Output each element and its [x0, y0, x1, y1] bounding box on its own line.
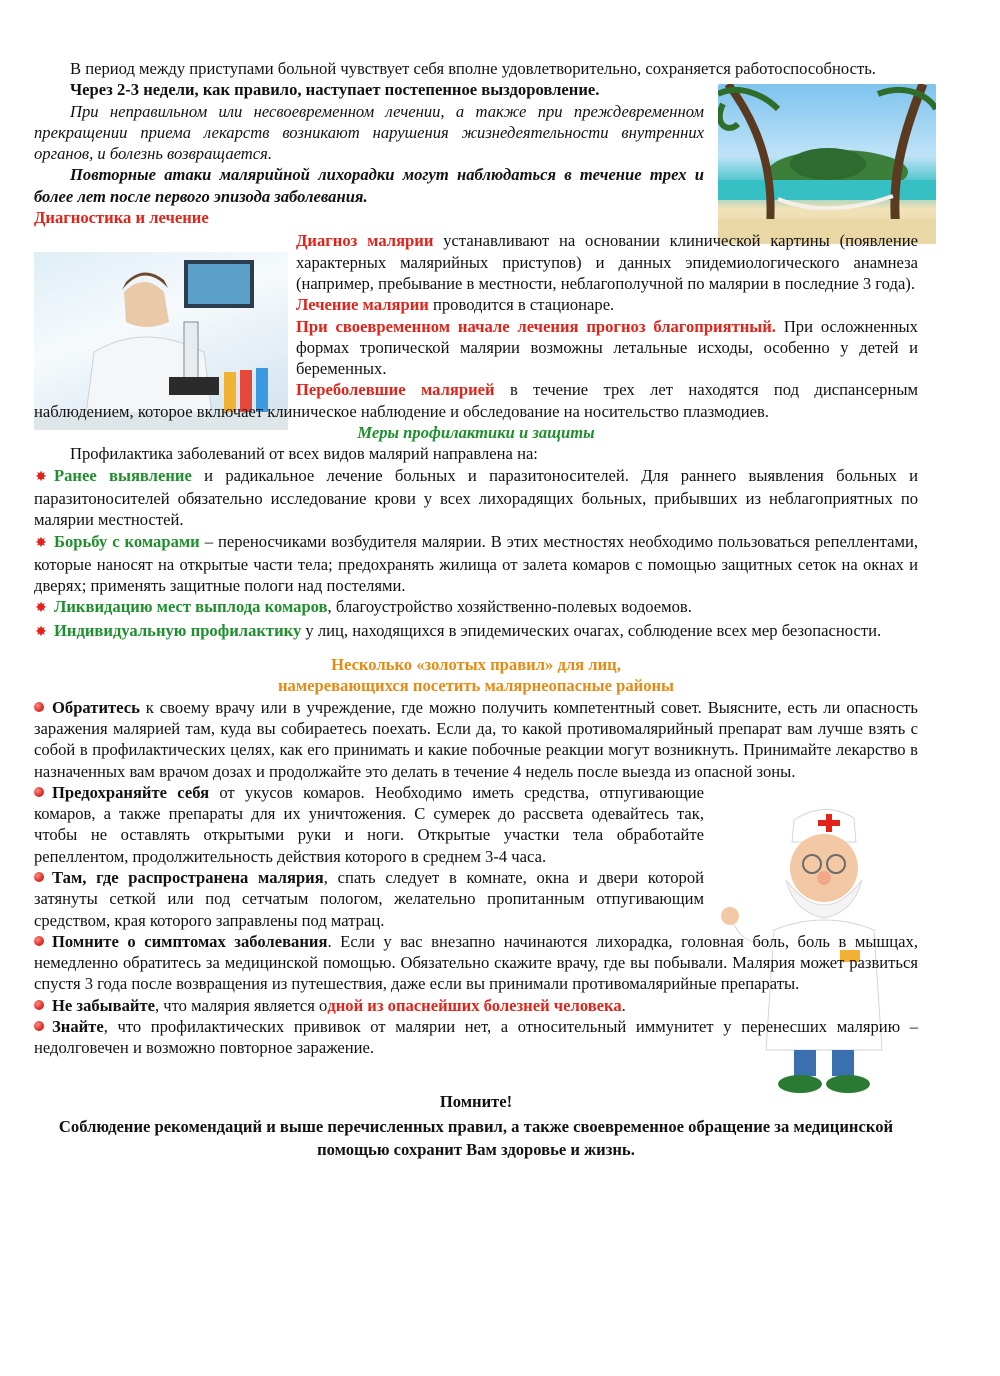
- red-dot-icon: [34, 787, 44, 797]
- rule-item-term: Знайте: [52, 1017, 104, 1037]
- diagnostics-block: [296, 230, 918, 379]
- prevention-heading: Меры профилактики и защиты: [357, 423, 595, 443]
- intro-paragraph-2: Через 2-3 недели, как правило, наступает постепенное выздоровление.: [70, 80, 600, 100]
- rule-item-6: [34, 1016, 918, 1059]
- red-dot-icon: [34, 1021, 44, 1031]
- recovered-text: в течение трех лет находятся под диспансерным наблюдением, которое включает клиническое наблюдение и обследование на носительство плазмодиев.: [34, 380, 918, 421]
- rule-item-4: [34, 931, 918, 995]
- rules-heading-line-1: Несколько «золотых правил» для лиц,: [331, 655, 621, 675]
- treatment-text: проводится в стационаре.: [428, 295, 615, 315]
- prevention-item-term: Ранее выявление: [54, 465, 192, 485]
- rule-item-text: . Если у вас внезапно начинаются лихорадка, головная боль, боль в мышцах, немедленно обратитесь за медицинской помощью. Обязательно скажите врачу, где вы побывали. Малярия может развиться спустя 3 года после возвращения из путешествия, даже если вы принимали противомалярийные препараты.: [34, 931, 918, 994]
- rule-item-text: , спать следует в комнате, окна и двери которой затянуты сеткой или под сетчатым пологом, желательно пропитанным отпугивающим средством, края которого заправлены под матрац.: [34, 867, 704, 930]
- prognosis-term: При своевременном начале лечения прогноз благоприятный.: [296, 316, 776, 336]
- rule-item-term: Не забывайте: [52, 995, 155, 1015]
- sparkle-icon: ✸: [35, 535, 47, 551]
- rule-item-term: Обратитесь: [52, 697, 140, 717]
- prevention-lead: Профилактика заболеваний от всех видов малярий направлена на:: [70, 444, 538, 464]
- document-page: [34, 58, 918, 1161]
- prevention-item-2: [34, 531, 918, 597]
- prevention-item-3: [34, 596, 918, 619]
- prevention-item-1: [34, 465, 918, 531]
- prevention-list: [34, 465, 918, 643]
- footer-block: [34, 1091, 918, 1161]
- sparkle-icon: ✸: [35, 624, 47, 640]
- intro-paragraph-4: Повторные атаки малярийной лихорадки могут наблюдаться в течение трех и более лет после первого эпизода заболевания.: [34, 165, 704, 206]
- rule-item-term: Там, где распространена малярия: [52, 867, 324, 887]
- intro-paragraph-3: При неправильном или несвоевременном лечении, а также при преждевременном прекращении приема лекарств возникают нарушения жизнедеятельности внутренних органов, и болезнь возвращается.: [34, 101, 704, 164]
- recovered-paragraph: [34, 379, 918, 422]
- red-dot-icon: [34, 702, 44, 712]
- rule-item-text: от укусов комаров. Необходимо иметь средства, отпугивающие комаров, а также препараты для их уничтожения. С сумерек до рассвета одевайтесь так, чтобы не оставлять открытыми руки и ноги. Открытые участки тела обработайте репеллентом, продолжительность действия которого в среднем 3-4 часа.: [34, 782, 704, 866]
- rule-item-text: , что профилактических прививок от малярии нет, а относительный иммунитет у перенесших малярию – недолговечен и возможно повторное заражение.: [34, 1017, 918, 1058]
- red-dot-icon: [34, 872, 44, 882]
- rules-heading-line-2: намеревающихся посетить малярнеопасные районы: [277, 676, 675, 696]
- intro-paragraph-1: В период между приступами больной чувствует себя вполне удовлетворительно, сохраняется работоспособность.: [70, 59, 876, 78]
- prevention-item-term: Борьбу с комарами: [54, 531, 200, 551]
- treatment-paragraph: [296, 294, 918, 315]
- sparkle-icon: ✸: [35, 469, 47, 485]
- prevention-item-text: – переносчиками возбудителя малярии. В этих местностях необходимо пользоваться репеллентами, которые наносят на открытые части тела; предохранять жилища от залета комаров с помощью защитных сеток на окнах и дверях; применять защитные пологи над постелями.: [34, 531, 918, 596]
- red-dot-icon: [34, 1000, 44, 1010]
- prevention-item-term: Ликвидацию мест выплода комаров: [54, 597, 328, 617]
- prevention-item-4: [34, 620, 918, 643]
- rule-item-term: Помните о симптомах заболевания: [52, 931, 328, 951]
- footer-title: Помните!: [439, 1091, 513, 1111]
- treatment-term: Лечение малярии: [296, 295, 429, 315]
- rule-item-text: , что малярия является о: [154, 995, 328, 1015]
- diagnosis-text: устанавливают на основании клинической картины (появление характерных малярийных приступов) и данных эпидемиологического анамнеза (например, пребывание в местности, неблагополучной по малярии в последние 3 года).: [296, 231, 918, 293]
- red-dot-icon: [34, 936, 44, 946]
- rule-item-2: [34, 782, 704, 867]
- rule-item-term: Предохраняйте себя: [52, 782, 210, 802]
- rules-list: [34, 697, 918, 1059]
- footer-text: Соблюдение рекомендаций и выше перечисленных правил, а также своевременное обращение за медицинской помощью сохранит Вам здоровье и жизнь.: [58, 1116, 894, 1159]
- rule-item-tail: .: [621, 995, 626, 1015]
- diagnostics-heading: Диагностика и лечение: [34, 208, 209, 228]
- rule-item-5: [34, 995, 918, 1016]
- sparkle-icon: ✸: [35, 601, 47, 617]
- rule-item-text: к своему врачу или в учреждение, где можно получить компетентный совет. Выясните, есть ли опасность заражения малярией там, куда вы собираетесь поехать. Если да, то какой противомалярийный препарат вам лучше взять с собой в профилактических целях, как его принимать и какие побочные реакции могут возникнуть. Принимайте лекарство в назначенных вам врачом дозах и продолжайте это делать в течение 4 недель после выезда из опасной зоны.: [34, 697, 918, 781]
- recovered-term: Переболевшие малярией: [296, 380, 495, 400]
- prevention-item-text: , благоустройство хозяйственно-полевых водоемов.: [327, 597, 692, 617]
- prevention-item-text: у лиц, находящихся в эпидемических очагах, соблюдение всех мер безопасности.: [301, 620, 882, 640]
- prognosis-text: При осложненных формах тропической малярии возможны летальные исходы, особенно у детей и беременных.: [296, 316, 918, 379]
- rule-item-1: [34, 697, 918, 782]
- rule-item-highlight: дной из опаснейших болезней человека: [327, 995, 622, 1015]
- diagnosis-paragraph: [296, 230, 918, 294]
- rule-item-3: [34, 867, 704, 931]
- diagnosis-term: Диагноз малярии: [296, 231, 434, 251]
- prevention-item-term: Индивидуальную профилактику: [54, 620, 302, 640]
- prevention-item-text: и радикальное лечение больных и паразитоносителей. Для раннего выявления больных и паразитоносителей обязательно исследование крови у всех лихорадящих больных, прибывших из неблагоприятных по малярии местностей.: [34, 465, 919, 530]
- prognosis-paragraph: [296, 316, 918, 380]
